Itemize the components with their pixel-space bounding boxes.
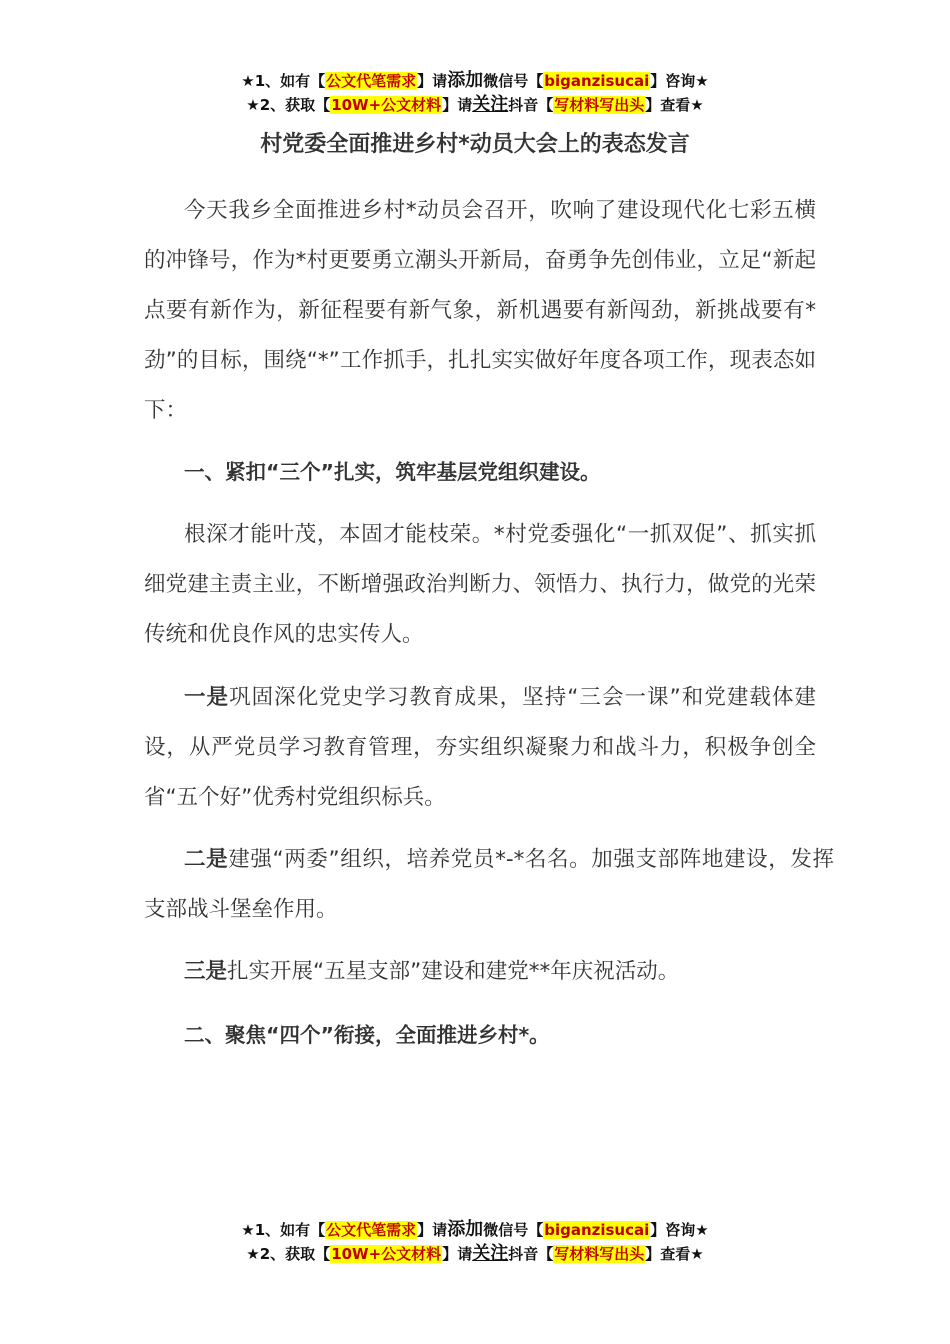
promo-emphasis: 添加: [447, 70, 484, 91]
promo-emphasis: 关注: [472, 94, 509, 115]
promo-line-2: ★2、获取【10W+公文材料】请关注抖音【写材料写出头】查看★: [246, 1243, 704, 1264]
star-icon: ★: [695, 1221, 709, 1239]
bottom-promo-banner: [0, 1218, 950, 1266]
item-1-paragraph: 一是巩固深化党史学习教育成果，坚持“三会一课”和党建载体建设，从严党员学习教育管理，夯实组织凝聚力和战斗力，积极争创全省“五个好”优秀村党组织标兵。: [144, 685, 816, 810]
item-lead: 三是: [184, 959, 228, 984]
item-3-paragraph: 三是扎实开展“五星支部”建设和建党**年庆祝活动。: [184, 959, 680, 984]
promo-highlight: 10W+公文材料: [331, 1245, 442, 1263]
douyin-account: 写材料写出头: [554, 96, 645, 114]
star-icon: ★: [241, 1221, 255, 1239]
douyin-account: 写材料写出头: [554, 1245, 645, 1263]
star-icon: ★: [241, 72, 255, 90]
top-promo-banner: [0, 69, 950, 117]
wechat-id: biganzisucai: [544, 1221, 650, 1239]
section-2-heading: 二、聚焦“四个”衔接，全面推进乡村*。: [184, 1023, 550, 1047]
intro-paragraph: 今天我乡全面推进乡村*动员会召开，吹响了建设现代化七彩五横的冲锋号，作为*村更要勇立潮头开新局，奋勇争先创伟业，立足“新起点要有新作为，新征程要有新气象，新机遇要有新闯劲，新挑战要有*劲”的目标，围绕“*”工作抓手，扎扎实实做好年度各项工作，现表态如下：: [144, 198, 816, 423]
star-icon: ★: [690, 96, 704, 114]
star-icon: ★: [695, 72, 709, 90]
section-1-heading: 一、紧扣“三个”扎实，筑牢基层党组织建设。: [184, 460, 601, 484]
wechat-id: biganzisucai: [544, 72, 650, 90]
star-icon: ★: [690, 1245, 704, 1263]
star-icon: ★: [246, 96, 260, 114]
promo-emphasis: 关注: [472, 1243, 509, 1264]
promo-line-1: ★1、如有【公文代笔需求】请添加微信号【biganzisucai】咨询★: [241, 70, 709, 91]
promo-highlight: 公文代笔需求: [326, 1221, 417, 1239]
item-lead: 二是: [184, 847, 229, 872]
item-2-paragraph: 二是建强“两委”组织，培养党员*-*名名。加强支部阵地建设，发挥支部战斗堡垒作用。: [144, 847, 834, 922]
promo-line-1: ★1、如有【公文代笔需求】请添加微信号【biganzisucai】咨询★: [241, 1219, 709, 1240]
item-lead: 一是: [184, 685, 230, 710]
promo-highlight: 10W+公文材料: [331, 96, 442, 114]
star-icon: ★: [246, 1245, 260, 1263]
promo-line-2: ★2、获取【10W+公文材料】请关注抖音【写材料写出头】查看★: [246, 94, 704, 115]
document-title: 村党委全面推进乡村*动员大会上的表态发言: [260, 132, 690, 157]
promo-highlight: 公文代笔需求: [326, 72, 417, 90]
section-1-paragraph: 根深才能叶茂，本固才能枝荣。*村党委强化“一抓双促”、抓实抓细党建主责主业，不断增强政治判断力、领悟力、执行力，做党的光荣传统和优良作风的忠实传人。: [144, 522, 816, 647]
promo-emphasis: 添加: [447, 1219, 484, 1240]
